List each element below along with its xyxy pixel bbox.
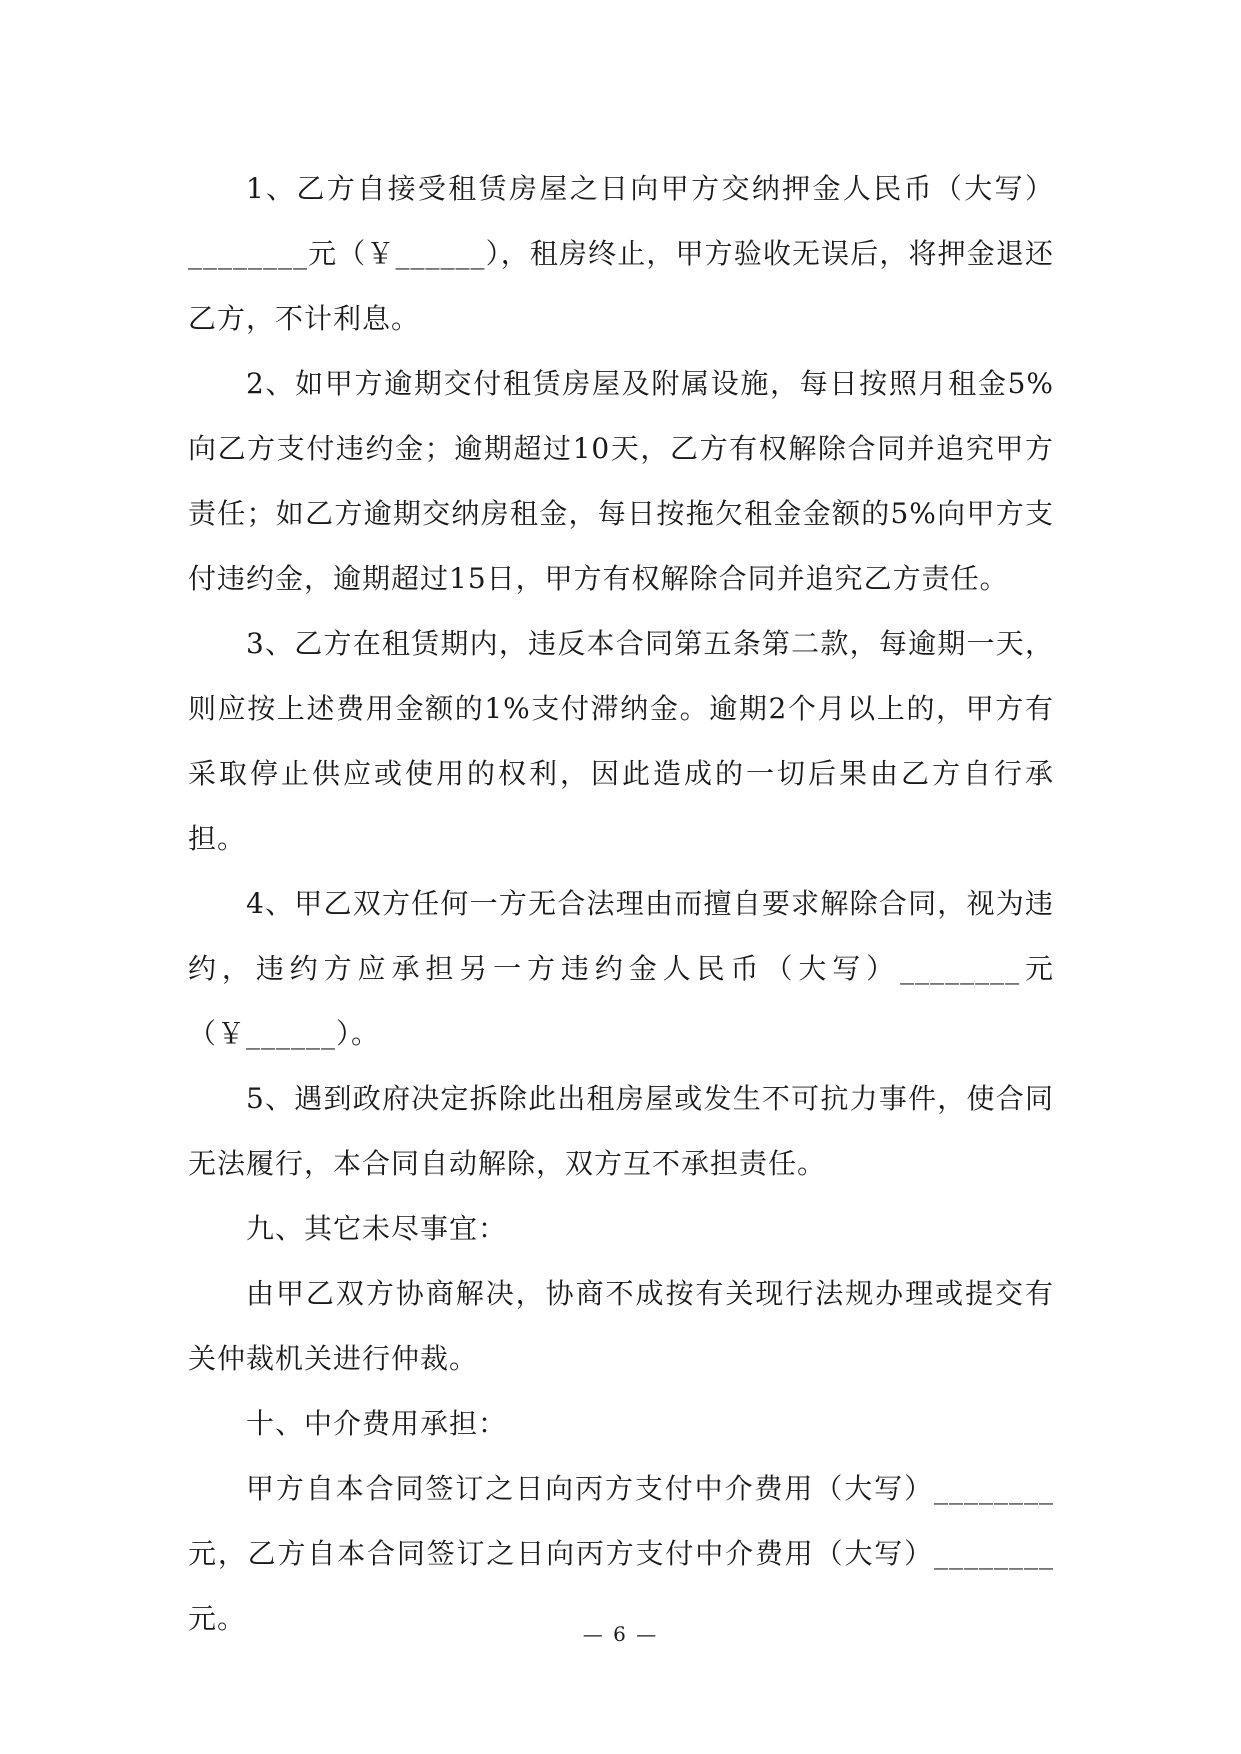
section-9-body: 由甲乙双方协商解决，协商不成按有关现行法规办理或提交有关仲裁机关进行仲裁。 xyxy=(188,1277,1054,1375)
section-10-body: 甲方自本合同签订之日向丙方支付中介费用（大写）________元，乙方自本合同签订之日向丙方支付中介费用（大写）________元。 xyxy=(188,1472,1054,1635)
clause-2-late-delivery: 2、如甲方逾期交付租赁房屋及附属设施，每日按照月租金5%向乙方支付违约金；逾期超过10天，乙方有权解除合同并追究甲方责任；如乙方逾期交纳房租金，每日按拖欠租金金额的5%向甲方支付违约金，逾期超过15日，甲方有权解除合同并追究乙方责任。 xyxy=(188,367,1054,595)
clause-5-force-majeure: 5、遇到政府决定拆除此出租房屋或发生不可抗力事件，使合同无法履行，本合同自动解除，双方互不承担责任。 xyxy=(188,1082,1054,1180)
document-body xyxy=(188,156,1054,1651)
section-10-heading: 十、中介费用承担： xyxy=(246,1407,508,1440)
clause-3-late-fee: 3、乙方在租赁期内，违反本合同第五条第二款，每逾期一天，则应按上述费用金额的1%支付滞纳金。逾期2个月以上的，甲方有采取停止供应或使用的权利，因此造成的一切后果由乙方自行承担。 xyxy=(188,627,1054,855)
clause-4-termination: 4、甲乙双方任何一方无合法理由而擅自要求解除合同，视为违约，违约方应承担另一方违约金人民币（大写）________元（￥______）。 xyxy=(188,887,1054,1050)
page-number: — 6 — xyxy=(582,1622,659,1646)
section-9-heading: 九、其它未尽事宜： xyxy=(246,1212,508,1245)
clause-1-deposit: 1、乙方自接受租赁房屋之日向甲方交纳押金人民币（大写）________元（￥______），租房终止，甲方验收无误后，将押金退还乙方，不计利息。 xyxy=(188,172,1054,335)
